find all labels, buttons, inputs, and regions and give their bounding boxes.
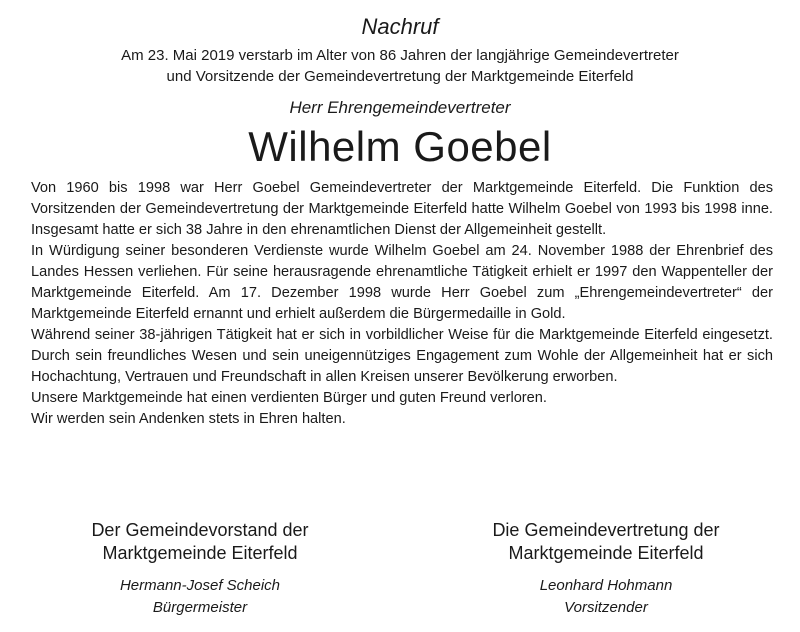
signature-person-name: Hermann-Josef Scheich: [119, 577, 281, 594]
signature-person-name: Leonhard Hohmann: [539, 577, 673, 594]
signature-block-left: [30, 519, 370, 619]
body-paragraph: Während seiner 38-jährigen Tätigkeit hat er sich in vorbildlicher Weise für die Marktgemeinde Eiterfeld eingesetzt. Durch sein freundliches Wesen und sein uneigennütziges Engagement zum Wohle der Allgemeinheit hat er sich Hochachtung, Vertrauen und Freundschaft in allen Kreisen unserer Bevölkerung erworben.: [31, 327, 773, 385]
signature-person-role: Vorsitzender: [564, 599, 648, 616]
intro-line: und Vorsitzende der Gemeindevertretung der Marktgemeinde Eiterfeld: [166, 68, 634, 85]
signature-org-line: Die Gemeindevertretung der: [492, 520, 720, 540]
signature-person: [436, 575, 776, 619]
body-paragraph: Unsere Marktgemeinde hat einen verdienten Bürger und guten Freund verloren.: [31, 390, 547, 406]
body-paragraph: In Würdigung seiner besonderen Verdienste wurde Wilhelm Goebel am 24. November 1988 der Ehrenbrief des Landes Hessen verliehen. Für seine herausragende ehrenamtliche Tätigkeit erhielt er 1997 den Wappenteller der Marktgemeinde Eiterfeld. Am 17. Dezember 1998 wurde Herr Goebel zum „Ehrengemeindevertreter“ der Marktgemeinde Eiterfeld ernannt und erhielt außerdem die Bürgermedaille in Gold.: [31, 243, 773, 322]
intro-line: Am 23. Mai 2019 verstarb im Alter von 86 Jahren der langjährige Gemeindevertreter: [121, 47, 679, 64]
signature-org-line: Marktgemeinde Eiterfeld: [508, 543, 704, 563]
notice-title: Nachruf: [361, 14, 439, 39]
body-text: [31, 178, 773, 430]
signature-block-right: [436, 519, 776, 619]
body-paragraph: Von 1960 bis 1998 war Herr Goebel Gemeindevertreter der Marktgemeinde Eiterfeld. Die Funktion des Vorsitzenden der Gemeindevertretung der Marktgemeinde Eiterfeld hatte Wilhelm Goebel von 1993 bis 1998 inne. Insgesamt hatte er sich 38 Jahre in den ehrenamtlichen Dienst der Allgemeinheit gestellt.: [31, 180, 773, 238]
intro-text: [0, 45, 800, 87]
body-paragraph: Wir werden sein Andenken stets in Ehren halten.: [31, 411, 346, 427]
deceased-name: Wilhelm Goebel: [248, 123, 552, 170]
signature-org-line: Der Gemeindevorstand der: [91, 520, 309, 540]
signature-org-line: Marktgemeinde Eiterfeld: [102, 543, 298, 563]
signature-person: [30, 575, 370, 619]
honorific-title: Herr Ehrengemeindevertreter: [289, 98, 511, 117]
signature-person-role: Bürgermeister: [152, 599, 248, 616]
